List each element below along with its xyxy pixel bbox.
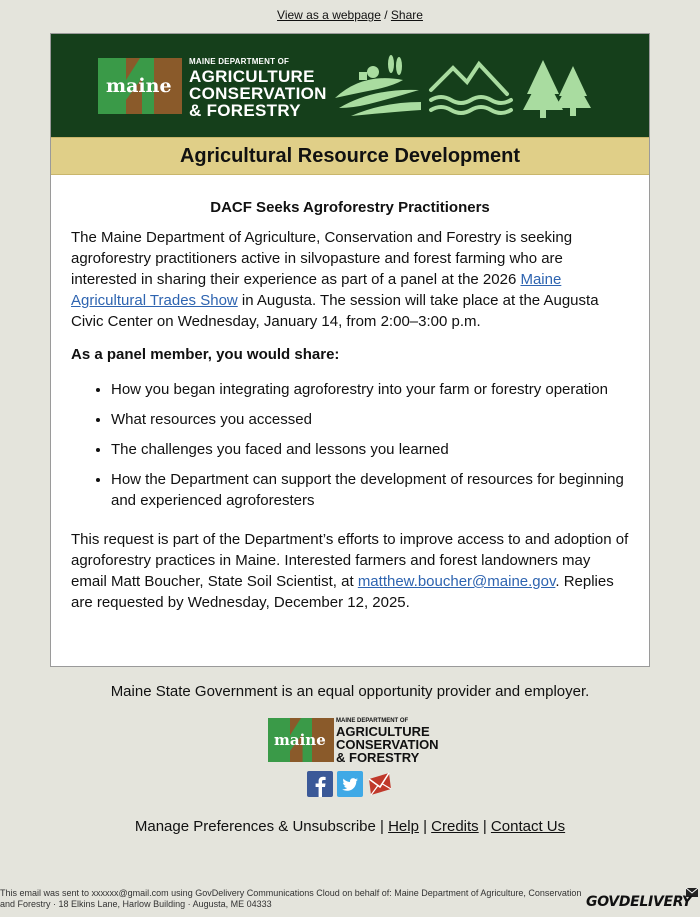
legal-footer-text: This email was sent to xxxxxx@gmail.com using GovDelivery Communications Cloud on behalf of: Maine Department of Agriculture, Conservation and Forestry · 18 Elkins Lane, Harlow Building · Augusta, ME 04333: [0, 888, 582, 909]
help-link[interactable]: Help: [388, 818, 419, 835]
intro-text-end: in Augusta. The session will take place at the Augusta Civic Center on Wednesday, January 14, from 2:00–3:00 p.m.: [71, 292, 599, 330]
farm-fields-icon: [335, 55, 421, 116]
social-links: [307, 771, 393, 797]
govdelivery-logo[interactable]: [586, 888, 698, 914]
govdelivery-wordmark: GOVDELIVERY: [586, 894, 692, 910]
twitter-icon[interactable]: [337, 771, 363, 797]
dept-line-2: CONSERVATION: [189, 84, 327, 103]
contact-us-link[interactable]: Contact Us: [490, 818, 566, 835]
facebook-icon[interactable]: [307, 771, 333, 797]
header-banner: [51, 34, 649, 137]
footer-dept-small: MAINE DEPARTMENT OF: [336, 718, 409, 724]
manage-preferences-text[interactable]: Manage Preferences & Unsubscribe: [134, 818, 376, 835]
list-item: • How you began integrating agroforestry into your farm or forestry operation: [111, 379, 629, 400]
trades-show-link[interactable]: Maine Agricultural Trades Show: [71, 271, 562, 309]
mountains-water-icon: [431, 64, 511, 113]
share-list: [71, 379, 629, 511]
footer-separator: |: [375, 818, 389, 835]
closing-text: This request is part of the Department’s efforts to improve access to and adoption of agroforestry practices in Maine. Interested farmers and forest landowners may email Matt Boucher, State Soil Scientist, at: [71, 531, 629, 590]
closing-paragraph: [71, 529, 629, 613]
footer-separator: |: [478, 818, 491, 835]
top-links: [0, 8, 700, 22]
footer-department-name: [336, 718, 439, 764]
footer-dept-line-1: AGRICULTURE: [336, 724, 430, 739]
credits-link[interactable]: Credits: [431, 818, 479, 835]
pine-trees-icon: [523, 60, 591, 118]
maine-logo[interactable]: [98, 58, 182, 114]
article-heading: DACF Seeks Agroforestry Practitioners: [210, 199, 490, 216]
view-as-webpage-link[interactable]: View as a webpage: [277, 8, 381, 22]
share-link[interactable]: Share: [390, 8, 423, 22]
email-card: [50, 33, 650, 667]
email-icon[interactable]: [367, 771, 393, 797]
dept-line-3: & FORESTRY: [189, 101, 301, 120]
footer-separator: |: [418, 818, 432, 835]
section-title-bar: Agricultural Resource Development: [51, 137, 649, 175]
dept-line-1: AGRICULTURE: [189, 67, 315, 86]
equal-opportunity-text: Maine State Government is an equal opportunity provider and employer.: [110, 683, 590, 700]
footer-links: [0, 818, 700, 835]
closing-text-end: . Replies are requested by Wednesday, December 12, 2025.: [71, 573, 614, 611]
footer-logo-word: maine: [274, 731, 326, 749]
dept-small-line: MAINE DEPARTMENT OF: [189, 57, 290, 66]
article-body: [51, 175, 649, 613]
contact-email-link[interactable]: matthew.boucher@maine.gov: [357, 573, 556, 590]
list-item: • What resources you accessed: [111, 409, 629, 430]
department-name: [189, 58, 327, 119]
share-heading: As a panel member, you would share:: [71, 346, 340, 363]
intro-text: The Maine Department of Agriculture, Conservation and Forestry is seeking agroforestry practitioners active in silvopasture and forest farming who are interested in sharing their experience as part of a panel at the 2026: [71, 229, 573, 288]
banner-icons: [333, 54, 603, 118]
logo-word: maine: [106, 75, 172, 97]
list-item: • The challenges you faced and lessons you learned: [111, 439, 629, 460]
footer-dept-line-3: & FORESTRY: [336, 750, 420, 765]
intro-paragraph: [71, 227, 629, 332]
footer-dept-line-2: CONSERVATION: [336, 737, 439, 752]
top-links-separator: /: [380, 8, 391, 22]
list-item: • How the Department can support the development of resources for beginning and experienced agroforesters: [111, 469, 629, 511]
